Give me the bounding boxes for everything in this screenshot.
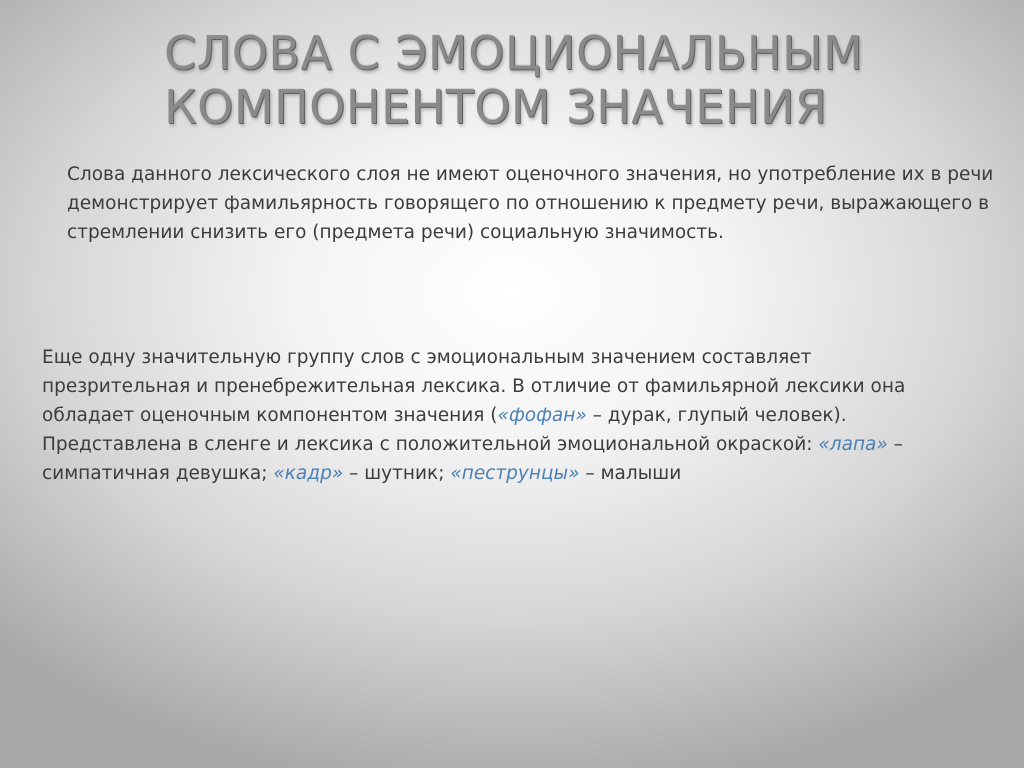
slide-title-line2: КОМПОНЕНТОМ ЗНАЧЕНИЯ: [164, 80, 828, 134]
paragraph-contemptuous-lexicon: [42, 343, 922, 488]
term-kadr: «кадр»: [273, 463, 344, 484]
paragraph2-text-part2: – дурак, глупый человек). Представлена в сленге и лексика с положительной эмоциональной окраской:: [42, 405, 847, 455]
term-lapa: «лапа»: [818, 434, 888, 455]
paragraph-familiar-lexicon: Слова данного лексического слоя не имеют оценочного значения, но употребление их в речи демонстрирует фамильярность говорящего по отношению к предмету речи, выражающего в стремлении снизить его (предмета речи) социальную значимость.: [67, 164, 994, 243]
paragraph2-text-part5: – малыши: [579, 463, 682, 484]
term-fofan: «фофан»: [497, 405, 587, 426]
slide-title: [164, 26, 924, 134]
slide-title-line1: СЛОВА С ЭМОЦИОНАЛЬНЫМ: [164, 26, 864, 80]
paragraph2-text-part1: Еще одну значительную группу слов с эмоциональным значением составляет презрительная и пренебрежительная лексика. В отличие от фамильярной лексики она обладает оценочным компонентом значения (: [42, 347, 906, 426]
term-pestruntsy: «пеструнцы»: [450, 463, 580, 484]
paragraph2-text-part3: – симпатичная девушка;: [42, 434, 903, 484]
paragraph2-text-part4: – шутник;: [343, 463, 451, 484]
